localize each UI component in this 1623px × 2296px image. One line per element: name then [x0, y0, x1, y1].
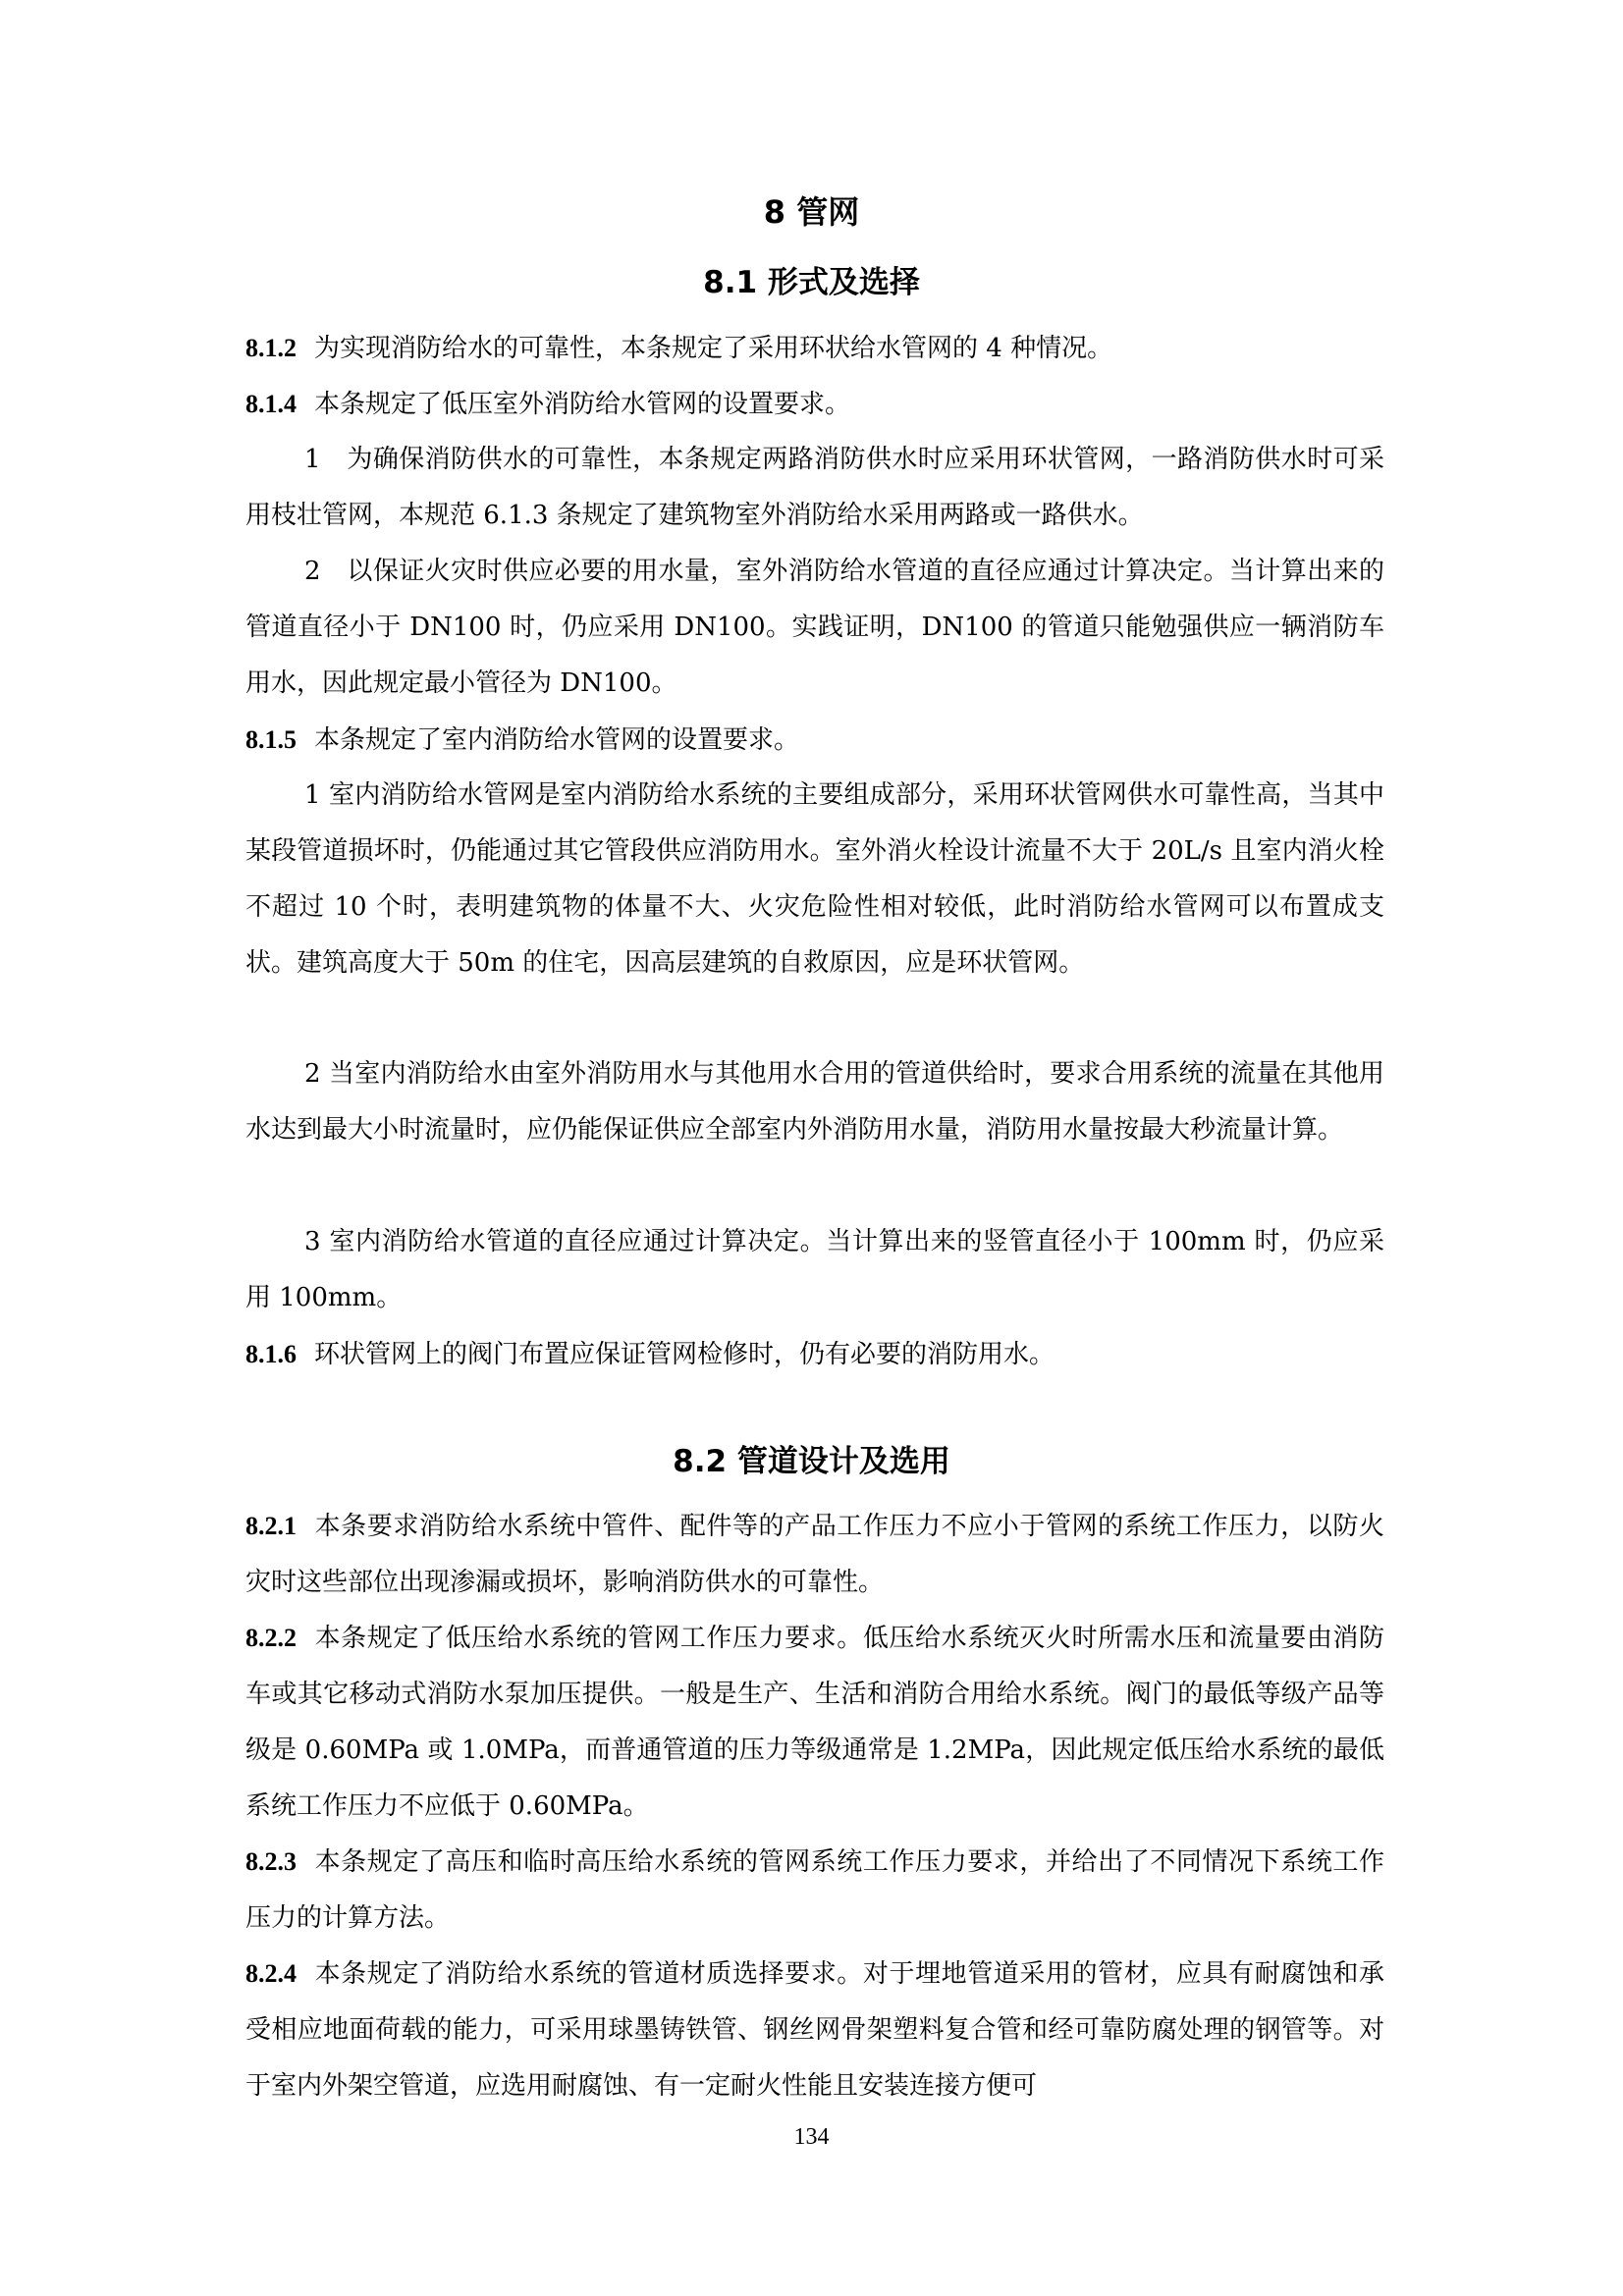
clause-number: 8.1.4: [245, 390, 297, 418]
paragraph-text: 环状管网上的阀门布置应保证管网检修时，仍有必要的消防用水。: [314, 1340, 1055, 1369]
clause-number: 8.2.2: [245, 1624, 297, 1652]
section-title-8-1: 8.1 形式及选择: [703, 265, 920, 300]
paragraph-8-1-4: [245, 376, 1384, 433]
paragraph-text: 本条规定了低压室外消防给水管网的设置要求。: [314, 390, 851, 419]
clause-number: 8.2.4: [245, 1959, 297, 1988]
clause-number: 8.1.5: [245, 725, 297, 754]
chapter-title: 8 管网: [763, 193, 860, 231]
paragraph-8-1-5-item-3: 3 室内消防给水管道的直径应通过计算决定。当计算出来的竖管直径小于 100mm 时，仍应采用 100mm。: [245, 1227, 1384, 1312]
paragraph-8-2-4: [245, 1946, 1384, 2114]
paragraph-8-2-2: [245, 1610, 1384, 1835]
paragraph-text: 本条规定了室内消防给水管网的设置要求。: [314, 725, 800, 755]
section-title-8-2: 8.2 管道设计及选用: [673, 1444, 950, 1479]
clause-number: 8.2.3: [245, 1847, 297, 1876]
paragraph-8-1-5-item-1: 1 室内消防给水管网是室内消防给水系统的主要组成部分，采用环状管网供水可靠性高，当其中某段管道损坏时，仍能通过其它管段供应消防用水。室外消火栓设计流量不大于 20L/s 且室内消火栓不超过 10 个时，表明建筑物的体量不大、火灾危险性相对较低，此时消防给水管网可以布置成支状。建筑高度大于 50m 的住宅，因高层建筑的自救原因，应是环状管网。: [245, 780, 1384, 978]
paragraph-text: 本条规定了高压和临时高压给水系统的管网系统工作压力要求，并给出了不同情况下系统工作压力的计算方法。: [245, 1847, 1384, 1933]
paragraph-8-1-5: [245, 712, 1384, 769]
paragraph-text: 本条规定了消防给水系统的管道材质选择要求。对于埋地管道采用的管材，应具有耐腐蚀和承受相应地面荷载的能力，可采用球墨铸铁管、钢丝网骨架塑料复合管和经可靠防腐处理的钢管等。对于室内外架空管道，应选用耐腐蚀、有一定耐火性能且安装连接方便可: [245, 1959, 1384, 2101]
clause-number: 8.1.6: [245, 1340, 297, 1368]
paragraph-8-1-2: [245, 320, 1384, 377]
paragraph-text: 本条要求消防给水系统中管件、配件等的产品工作压力不应小于管网的系统工作压力，以防火灾时这些部位出现渗漏或损坏，影响消防供水的可靠性。: [245, 1512, 1384, 1597]
paragraph-text: 为实现消防给水的可靠性，本条规定了采用环状给水管网的 4 种情况。: [314, 334, 1113, 363]
paragraph-8-1-4-item-1: 1 为确保消防供水的可靠性，本条规定两路消防供水时应采用环状管网，一路消防供水时可采用枝壮管网，本规范 6.1.3 条规定了建筑物室外消防给水采用两路或一路供水。: [245, 445, 1384, 530]
page-number: 134: [793, 2124, 830, 2150]
paragraph-8-2-3: [245, 1834, 1384, 1947]
paragraph-8-1-5-item-2: 2 当室内消防给水由室外消防用水与其他用水合用的管道供给时，要求合用系统的流量在其他用水达到最大小时流量时，应仍能保证供应全部室内外消防用水量，消防用水量按最大秒流量计算。: [245, 1059, 1384, 1145]
clause-number: 8.1.2: [245, 334, 297, 362]
paragraph-8-1-6: [245, 1326, 1384, 1383]
paragraph-8-2-1: [245, 1498, 1384, 1611]
paragraph-text: 本条规定了低压给水系统的管网工作压力要求。低压给水系统灭火时所需水压和流量要由消防车或其它移动式消防水泵加压提供。一般是生产、生活和消防合用给水系统。阀门的最低等级产品等级是 0.60MPa 或 1.0MPa，而普通管道的压力等级通常是 1.2MPa，因此规定低压给水系统的最低系统工作压力不应低于 0.60MPa。: [245, 1624, 1384, 1821]
paragraph-8-1-4-item-2: 2 以保证火灾时供应必要的用水量，室外消防给水管道的直径应通过计算决定。当计算出来的管道直径小于 DN100 时，仍应采用 DN100。实践证明，DN100 的管道只能勉强供应一辆消防车用水，因此规定最小管径为 DN100。: [245, 557, 1384, 698]
clause-number: 8.2.1: [245, 1512, 297, 1540]
